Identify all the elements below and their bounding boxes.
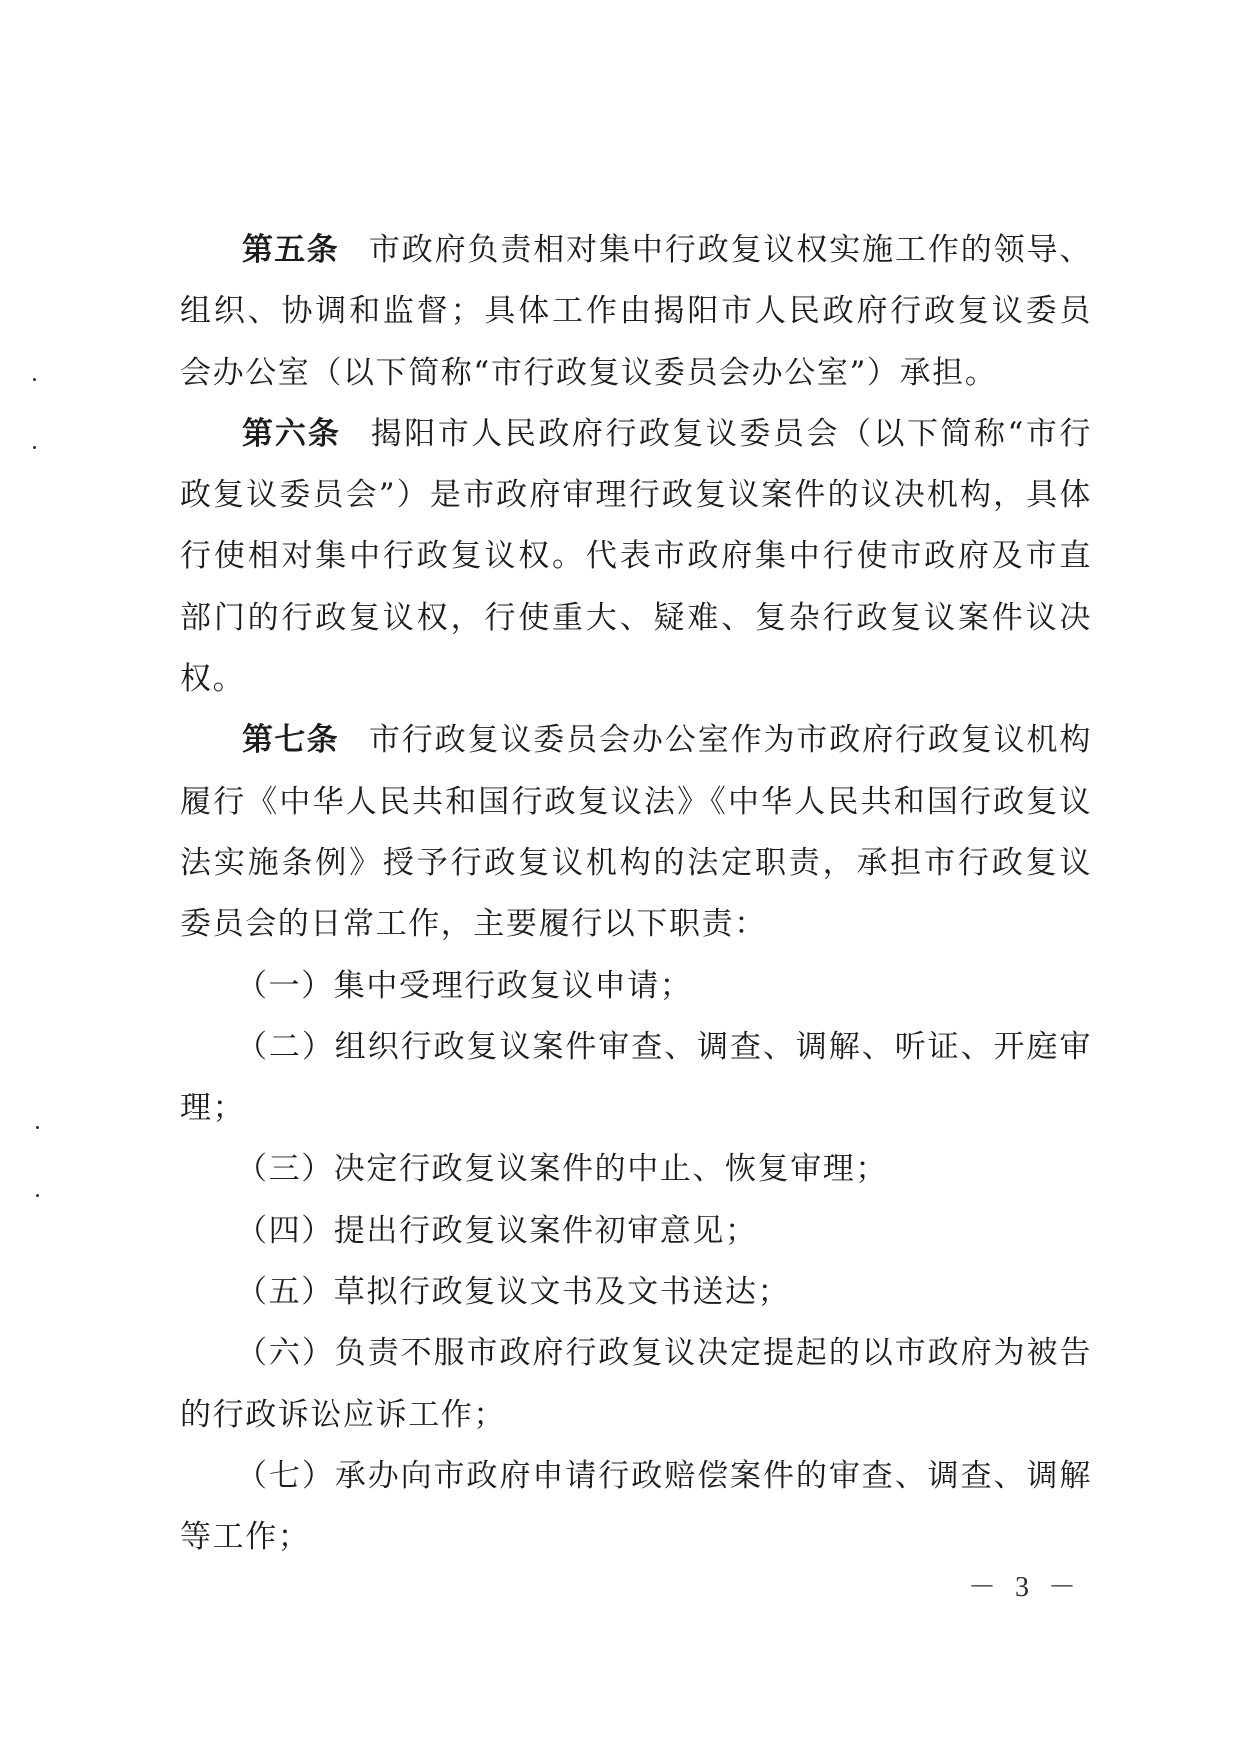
scan-speck xyxy=(36,1126,39,1129)
duty-item: （五）草拟行政复议文书及文书送达； xyxy=(236,1274,791,1311)
document-body xyxy=(180,220,1092,1569)
article-text: 市行政复议委员会办公室作为市政府行政复议机构履行《中华人民共和国行政复议法》《中华人民共和国行政复议法实施条例》授予行政复议机构的法定职责，承担市行政复议委员会的日常工作，主要履行以下职责： xyxy=(180,722,1093,943)
scan-speck xyxy=(36,1194,39,1197)
duty-item: （三）决定行政复议案件的中止、恢复审理； xyxy=(236,1151,888,1188)
page-number: － 3 － xyxy=(968,1572,1083,1603)
scan-speck xyxy=(33,378,36,381)
article-7 xyxy=(180,710,1092,955)
duty-item: （四）提出行政复议案件初审意见； xyxy=(236,1212,758,1249)
scan-speck xyxy=(33,446,36,449)
article-text: 揭阳市人民政府行政复议委员会（以下简称“市行政复议委员会”）是市政府审理行政复议案件的议决机构，具体行使相对集中行政复议权。代表市政府集中行使市政府及市直部门的行政复议权，行使重大、疑难、复杂行政复议案件议决权。 xyxy=(180,415,1093,698)
duty-item: （六）负责不服市政府行政复议决定提起的以市政府为被告的行政诉讼应诉工作； xyxy=(180,1335,1092,1433)
article-heading: 第五条 xyxy=(242,232,339,268)
article-heading: 第七条 xyxy=(242,722,339,759)
duty-item: （二）组织行政复议案件审查、调查、调解、听证、开庭审理； xyxy=(180,1028,1092,1127)
article-6 xyxy=(180,404,1092,710)
article-5 xyxy=(180,220,1092,404)
article-heading: 第六条 xyxy=(242,415,341,452)
duty-item: （一）集中受理行政复议申请； xyxy=(236,967,693,1004)
duty-item: （七）承办向市政府申请行政赔偿案件的审查、调查、调解等工作； xyxy=(180,1457,1092,1556)
article-text: 市政府负责相对集中行政复议权实施工作的领导、组织、协调和监督；具体工作由揭阳市人民政府行政复议委员会办公室（以下简称“市行政复议委员会办公室”）承担。 xyxy=(180,232,1093,391)
